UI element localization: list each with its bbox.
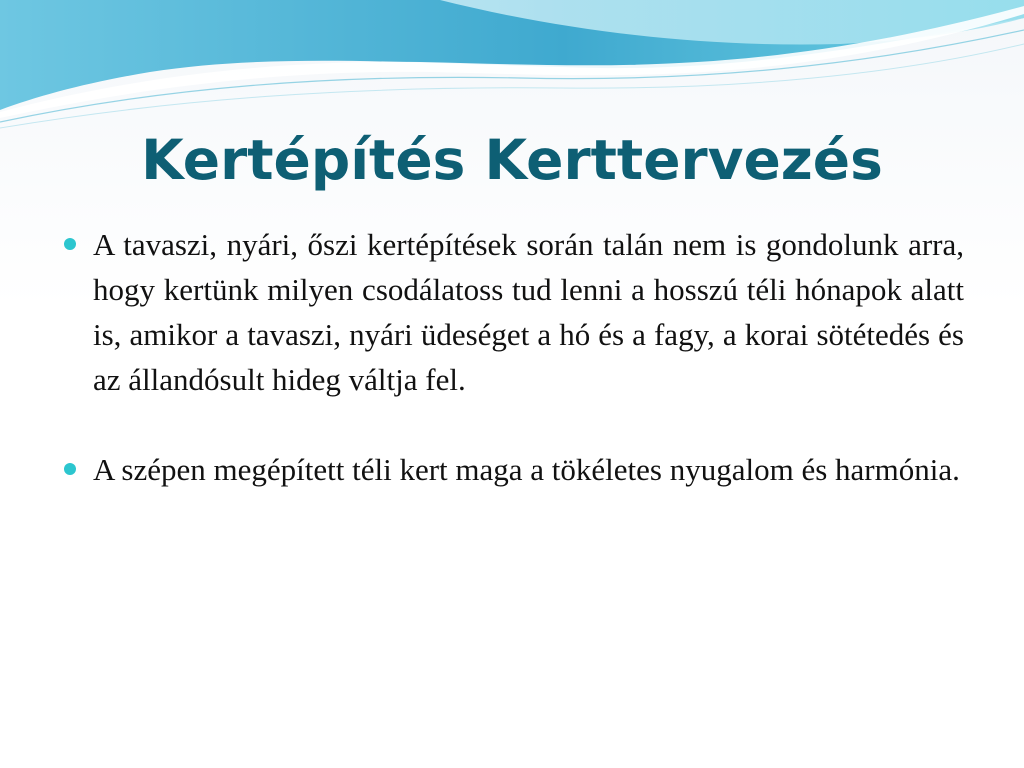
- bullet-text: A tavaszi, nyári, őszi kertépítések során talán nem is gondolunk arra, hogy kertünk milyen csodálatoss tud lenni a hosszú téli hónapok alatt is, amikor a tavaszi, nyári üdeséget a hó és a fagy, a korai sötétedés és az állandósult hideg váltja fel.: [93, 227, 964, 397]
- slide-title: Kertépítés Kerttervezés: [141, 128, 883, 192]
- bullet-item: [62, 447, 964, 492]
- decorative-wave-header: [0, 0, 1024, 130]
- bullet-list: [62, 222, 964, 492]
- bullet-item: [62, 222, 964, 402]
- bullet-dot-icon: [64, 463, 76, 475]
- bullet-text: A szépen megépített téli kert maga a tökéletes nyugalom és harmónia.: [93, 452, 960, 487]
- bullet-dot-icon: [64, 238, 76, 250]
